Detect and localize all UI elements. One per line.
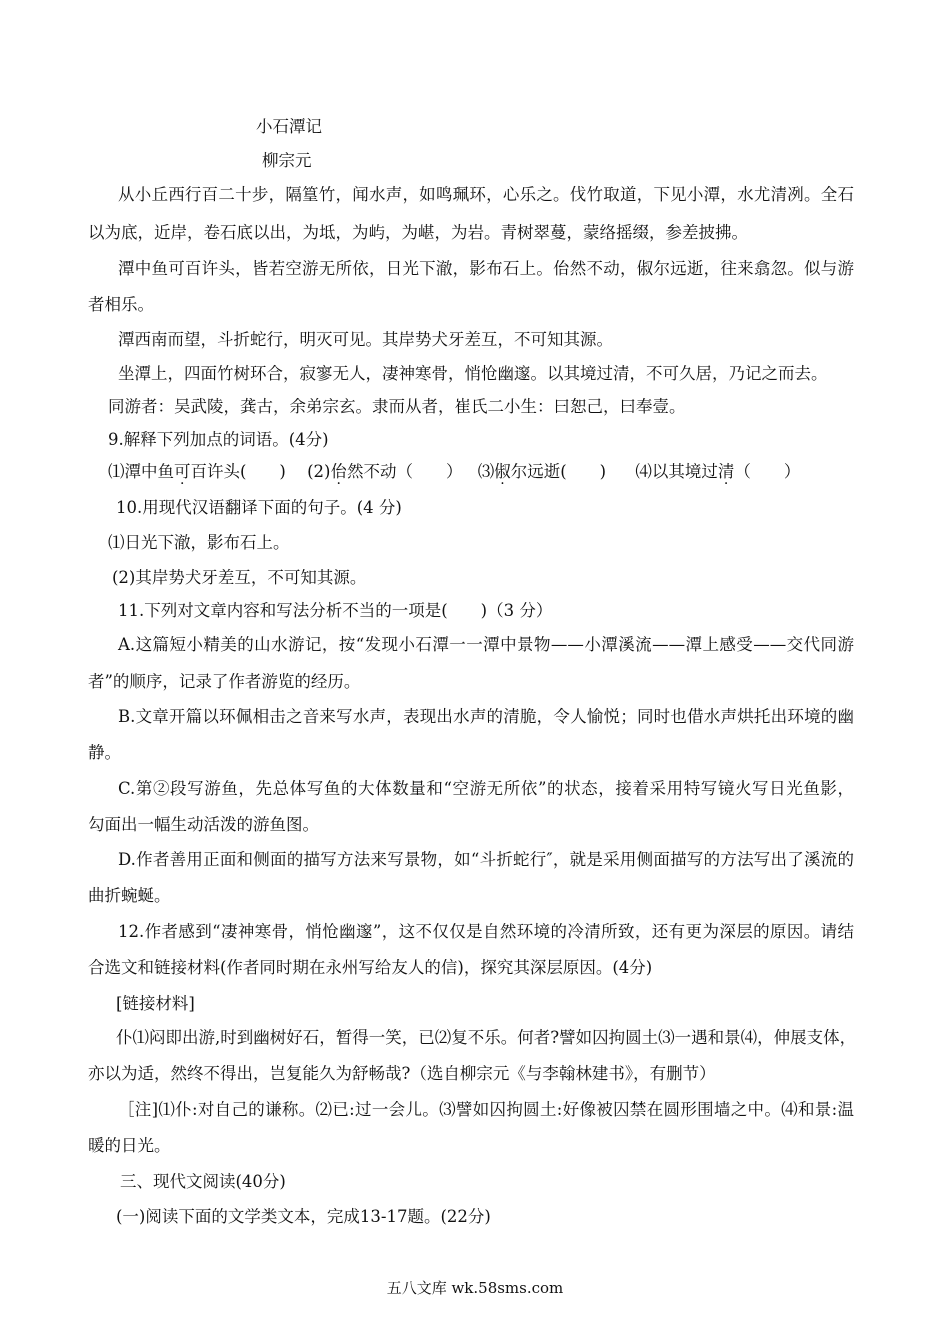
- question-9-items: [108, 461, 800, 483]
- question-11-stem: 11.下列对文章内容和写法分析不当的一项是( )（3 分）: [118, 601, 553, 620]
- link-material-text: 仆⑴闷即出游,时到幽树好石，暂得一笑，已⑵复不乐。何者?譬如囚拘圆土⑶一遇和景⑷，伸展支体，: [116, 1028, 857, 1047]
- author-name: 柳宗元: [262, 151, 312, 170]
- q11-option-a-cont: 者”的顺序，记录了作者游览的经历。: [88, 672, 361, 691]
- question-12-stem: 12.作者感到“凄神寒骨，悄怆幽邃”，这不仅仅是自然环境的冷清所致，还有更为深层的原因。请结: [118, 922, 854, 941]
- page-footer: 五八文库 wk.58sms.com: [386, 1279, 564, 1297]
- q11-option-c-cont: 勾面出一幅生动活泼的游鱼图。: [88, 815, 319, 834]
- emphasis-dot-char: 俶: [494, 462, 511, 481]
- passage-line: 从小丘西行百二十步，隔篁竹，闻水声，如鸣珮环，心乐之。伐竹取道，下见小潭，水尤清冽。全石: [118, 185, 854, 204]
- q11-option-c: C.第②段写游鱼，先总体写鱼的大体数量和“空游无所依”的状态，接着采用特写镜火写日光鱼影，: [118, 779, 854, 798]
- passage-line: 潭西南而望，斗折蛇行，明灭可见。其岸势犬牙差互，不可知其源。: [118, 330, 613, 349]
- link-material-label: [链接材料]: [116, 994, 195, 1013]
- link-material-text-cont: 亦以为适，然终不得出，岂复能久为舒畅哉?（选自柳宗元《与李翰林建书》，有删节）: [88, 1064, 716, 1083]
- emphasis-dot-char: 佁: [330, 462, 347, 481]
- question-10-stem: 10.用现代汉语翻译下面的句子。(4 分): [116, 498, 402, 517]
- question-9-stem: 9.解释下列加点的词语。(4分): [108, 430, 329, 449]
- passage-line: 坐潭上，四面竹树环合，寂寥无人，凄神寒骨，悄怆幽邃。以其境过清，不可久居，乃记之而去。: [118, 364, 828, 383]
- page-title: 小石潭记: [256, 117, 322, 136]
- passage-line: 者相乐。: [88, 295, 154, 314]
- passage-line: 潭中鱼可百许头，皆若空游无所依，日光下澈，影布石上。佁然不动，俶尔远逝，往来翕忽。似与游: [118, 259, 854, 278]
- subsection-heading: (一)阅读下面的文学类文本，完成13-17题。(22分): [116, 1207, 491, 1226]
- q9-item-4: ⑷以其境过清（ ）: [635, 462, 801, 481]
- passage-line: 同游者：吴武陵，龚古，余弟宗玄。隶而从者，崔氏二小生：曰恕己，曰奉壹。: [108, 397, 686, 416]
- section-heading: 三、现代文阅读(40分): [120, 1172, 286, 1191]
- q9-item-1: ⑴潭中鱼可百许头( ): [108, 462, 286, 481]
- q10-sentence-2: (2)其岸势犬牙差互，不可知其源。: [112, 568, 367, 587]
- q11-option-b: B.文章开篇以环佩相击之音来写水声，表现出水声的清脆，令人愉悦；同时也借水声烘托出环境的幽: [118, 707, 854, 726]
- notes-cont: 暖的日光。: [88, 1136, 171, 1155]
- q11-option-d-cont: 曲折蜿蜒。: [88, 886, 171, 905]
- q11-option-d: D.作者善用正面和侧面的描写方法来写景物，如“斗折蛇行″，就是采用侧面描写的方法写出了溪流的: [118, 850, 854, 869]
- q9-item-2: (2)佁然不动（ ）: [307, 462, 463, 481]
- q9-item-3: ⑶俶尔远逝( ): [477, 462, 607, 481]
- q11-option-b-cont: 静。: [88, 743, 121, 762]
- question-12-stem-cont: 合选文和链接材料(作者同时期在永州写给友人的信)，探究其深层原因。(4分): [88, 958, 653, 977]
- emphasis-dot-char: 清: [717, 462, 735, 481]
- q10-sentence-1: ⑴日光下澈，影布石上。: [108, 533, 290, 552]
- passage-line: 以为底，近岸，卷石底以出，为坻，为屿，为嵁，为岩。青树翠蔓，蒙络摇缀，参差披拂。: [88, 223, 748, 242]
- emphasis-dot-char: 可: [174, 462, 191, 481]
- q11-option-a: A.这篇短小精美的山水游记，按“发现小石潭一一潭中景物——小潭溪流——潭上感受——交代同游: [118, 635, 854, 654]
- notes: ［注]⑴仆:对自己的谦称。⑵已:过一会儿。⑶譬如囚拘圆土:好像被囚禁在圆形围墙之中。⑷和景:温: [118, 1100, 854, 1119]
